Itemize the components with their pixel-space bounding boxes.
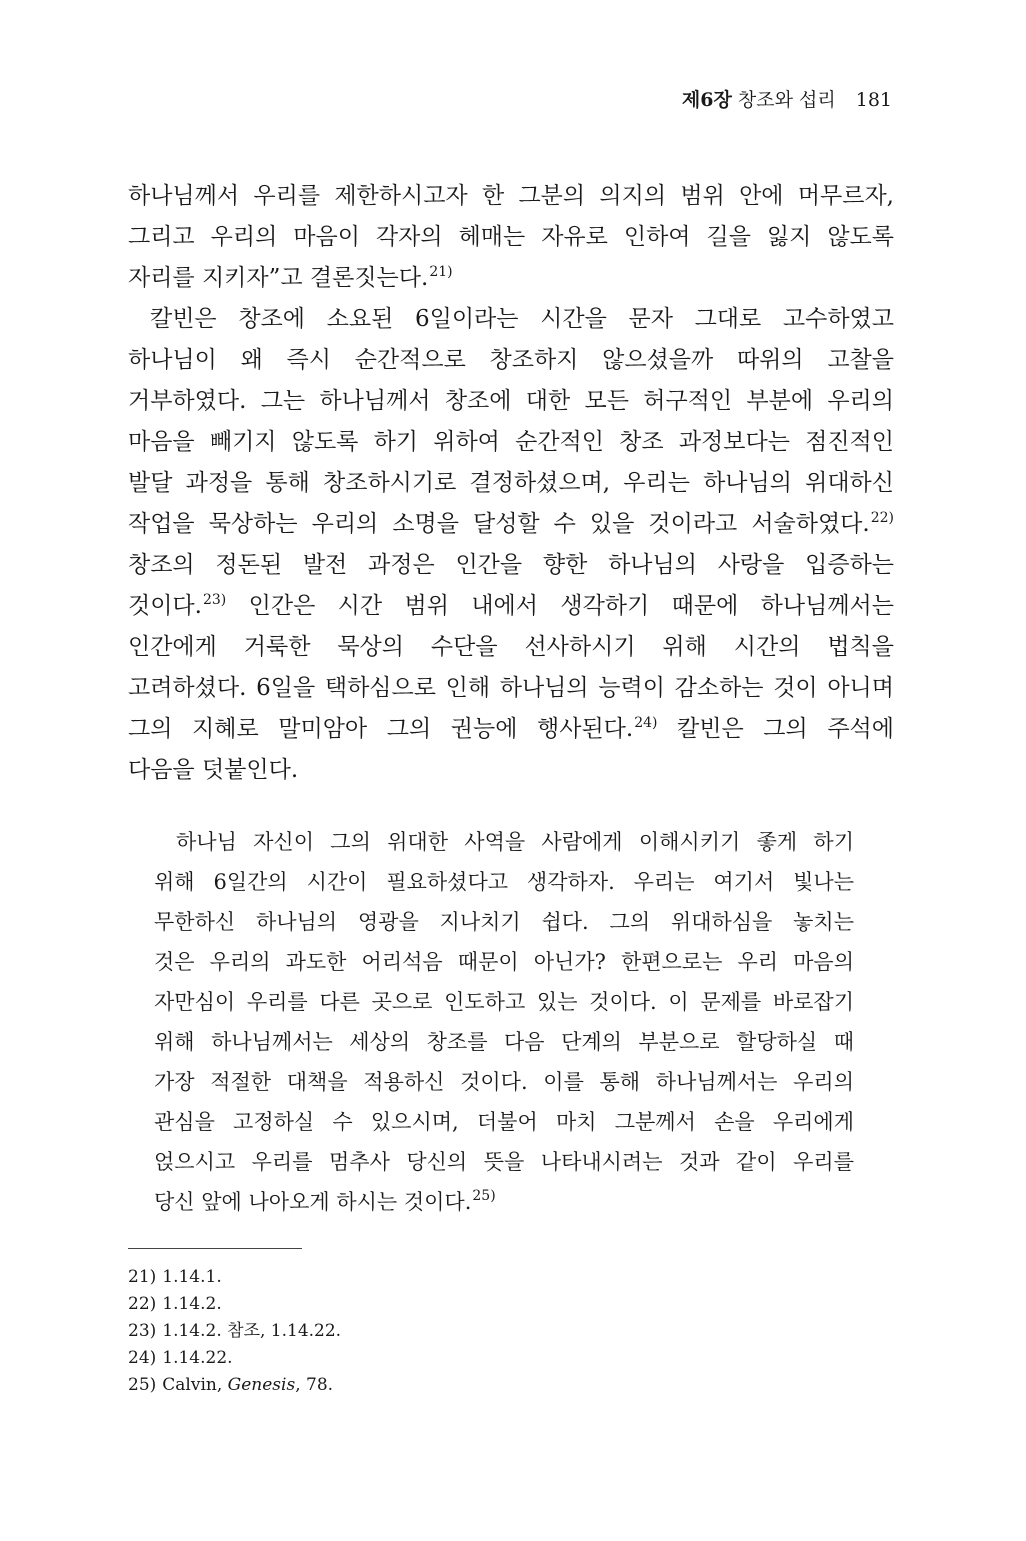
body-line: 그리고 우리의 마음이 각자의 헤매는 자유로 인하여 길을 잃지 않도록: [128, 224, 894, 250]
quote-line: 무한하신 하나님의 영광을 지나치기 쉽다. 그의 위대하심을 놓치는: [154, 910, 854, 934]
footnote-text-tail: , 78.: [295, 1375, 334, 1395]
body-line: 자리를 지키자”고 결론짓는다.$^{21)}$: [128, 264, 453, 291]
footnote-text: 1.14.2. 참조, 1.14.22.: [162, 1321, 342, 1341]
body-line: 그의 지혜로 말미암아 그의 권능에 행사된다.$^{24)}$ 칼빈은 그의 주석에: [128, 715, 894, 742]
footnote-item: [128, 1318, 628, 1345]
footnote-ref: 21): [429, 264, 453, 280]
body-line: 마음을 빼기지 않도록 하기 위하여 순간적인 창조 과정보다는 점진적인: [128, 429, 894, 455]
body-line: 하나님께서 우리를 제한하시고자 한 그분의 의지의 범위 안에 머무르자,: [128, 183, 894, 209]
footnote-item: [128, 1372, 628, 1399]
body-line: 인간에게 거룩한 묵상의 수단을 선사하시기 위해 시간의 법칙을: [128, 634, 894, 660]
body-line: 거부하였다. 그는 하나님께서 창조에 대한 모든 허구적인 부분에 우리의: [128, 388, 894, 414]
footnote-book-title: Genesis: [227, 1375, 296, 1395]
chapter-number: 제6장: [681, 89, 732, 111]
body-line: 발달 과정을 통해 창조하시기로 결정하셨으며, 우리는 하나님의 위대하신: [128, 470, 894, 496]
footnote-number: 21): [128, 1267, 157, 1287]
footnote-text: 1.14.2.: [162, 1294, 222, 1314]
footnote-number: 25): [128, 1375, 157, 1395]
footnote-ref: 23): [202, 592, 227, 608]
quote-line: 당신 앞에 나아오게 하시는 것이다.$^{25)}$: [154, 1188, 496, 1214]
footnote-ref: 22): [870, 510, 894, 526]
footnote-divider: [128, 1248, 302, 1249]
quote-line: 얹으시고 우리를 멈추사 당신의 뜻을 나타내시려는 것과 같이 우리를: [154, 1150, 854, 1174]
footnote-text: Calvin,: [162, 1375, 228, 1395]
footnote-item: [128, 1291, 628, 1318]
footnote-number: 23): [128, 1321, 157, 1341]
footnote-number: 22): [128, 1294, 157, 1314]
body-line: 것이다.$^{23)}$ 인간은 시간 범위 내에서 생각하기 때문에 하나님께서는: [128, 592, 894, 619]
body-line: 고려하셨다. 6일을 택하심으로 인해 하나님의 능력이 감소하는 것이 아니며: [128, 675, 894, 701]
page-number: 181: [855, 89, 892, 111]
footnote-text: 1.14.1.: [162, 1267, 222, 1287]
running-header: [682, 86, 892, 114]
footnote-text: 1.14.22.: [162, 1348, 233, 1368]
footnote-item: [128, 1345, 628, 1372]
block-quote: [154, 822, 854, 1222]
quote-line: 자만심이 우리를 다른 곳으로 인도하고 있는 것이다. 이 문제를 바로잡기: [154, 990, 854, 1014]
body-text: [128, 176, 894, 791]
footnote-ref: 24): [634, 715, 658, 731]
paragraph-start: 칼빈은 창조에 소요된 6일이라는 시간을 문자 그대로 고수하였고: [150, 306, 894, 332]
quote-line: 위해 6일간의 시간이 필요하셨다고 생각하자. 우리는 여기서 빛나는: [154, 870, 854, 894]
quote-line: 가장 적절한 대책을 적용하신 것이다. 이를 통해 하나님께서는 우리의: [154, 1070, 854, 1094]
quote-line: 하나님 자신이 그의 위대한 사역을 사람에게 이해시키기 좋게 하기: [176, 830, 854, 854]
footnote-item: [128, 1264, 628, 1291]
quote-line: 관심을 고정하실 수 있으시며, 더불어 마치 그분께서 손을 우리에게: [154, 1110, 854, 1134]
body-line: 하나님이 왜 즉시 순간적으로 창조하지 않으셨을까 따위의 고찰을: [128, 347, 894, 373]
footnote-number: 24): [128, 1348, 157, 1368]
body-line: 다음을 덧붙인다.: [128, 757, 299, 783]
quote-line: 위해 하나님께서는 세상의 창조를 다음 단계의 부분으로 할당하실 때: [154, 1030, 854, 1054]
body-line: 작업을 묵상하는 우리의 소명을 달성할 수 있을 것이라고 서술하였다.$^{22)}$: [128, 510, 894, 537]
footnotes: [128, 1264, 628, 1399]
quote-line: 것은 우리의 과도한 어리석음 때문이 아닌가? 한편으로는 우리 마음의: [154, 950, 854, 974]
chapter-title: 창조와 섭리: [737, 89, 836, 111]
body-line: 창조의 정돈된 발전 과정은 인간을 향한 하나님의 사랑을 입증하는: [128, 552, 894, 578]
footnote-ref: 25): [472, 1188, 496, 1204]
